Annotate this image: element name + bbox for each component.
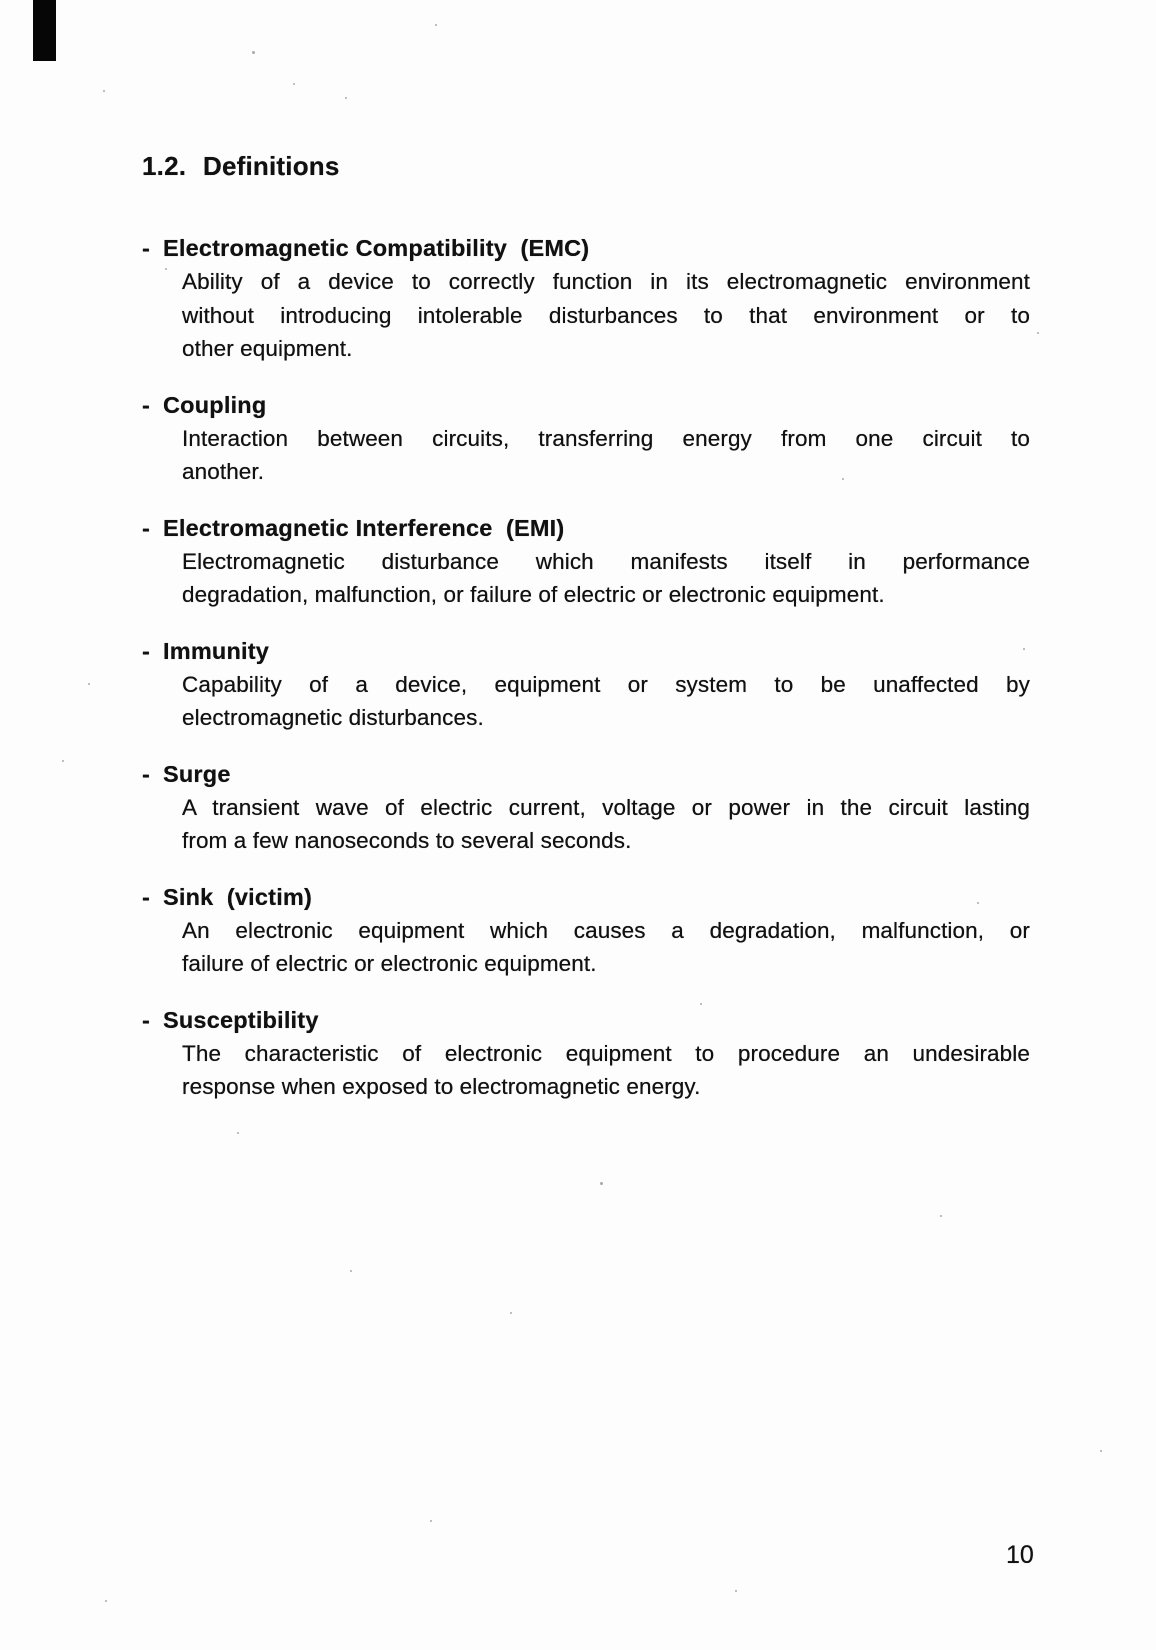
- scan-speckle: [510, 1312, 512, 1314]
- definition-body-line: An electronic equipment which causes a degradation, malfunction, or: [182, 917, 1030, 943]
- scan-speckle: [62, 760, 64, 762]
- scan-speckle: [237, 1132, 239, 1134]
- definition-term: Electromagnetic Interference (EMI): [163, 514, 565, 541]
- scan-speckle: [977, 902, 979, 904]
- scan-speckle: [165, 268, 167, 270]
- scan-speckle: [842, 478, 844, 480]
- definition-term: Electromagnetic Compatibility (EMC): [163, 235, 590, 261]
- scan-speckle: [600, 1182, 603, 1185]
- definition-term-row: [142, 231, 1030, 265]
- section-number: 1.2.: [142, 151, 187, 181]
- scan-speckle: [103, 90, 105, 92]
- definitions-list: [142, 231, 1030, 1104]
- definition-body-line: The characteristic of electronic equipment to procedure an undesirable: [182, 1040, 1030, 1066]
- definition-body: [182, 422, 1030, 489]
- definition-body: [182, 265, 1030, 366]
- definition-body-line: A transient wave of electric current, voltage or power in the circuit lasting: [182, 794, 1030, 820]
- bullet-dash: -: [142, 883, 150, 910]
- definition-term-row: [142, 511, 1030, 545]
- scan-speckle: [430, 1520, 432, 1522]
- definition-body: [182, 791, 1030, 858]
- definition-block: [142, 634, 1030, 735]
- scan-artifact-bar: [33, 0, 56, 61]
- definition-term: Coupling: [163, 391, 267, 418]
- definition-term: Sink (victim): [163, 883, 313, 910]
- scan-speckle: [345, 97, 347, 99]
- definition-term-row: [142, 634, 1030, 668]
- scan-speckle: [700, 1003, 702, 1005]
- scan-speckle: [435, 24, 437, 26]
- definition-body-line: Capability of a device, equipment or system to be unaffected by: [182, 671, 1030, 697]
- definition-body-line: another.: [182, 459, 265, 484]
- definition-term: Immunity: [163, 637, 270, 664]
- scan-speckle: [88, 683, 90, 685]
- scan-speckle: [1100, 1450, 1102, 1452]
- definition-block: [142, 231, 1030, 366]
- section-heading: [142, 149, 1030, 183]
- definition-body: [182, 668, 1030, 735]
- definition-body-line: degradation, malfunction, or failure of electric or electronic equipment.: [182, 582, 885, 607]
- page-number: 10: [1006, 1541, 1034, 1569]
- definition-block: [142, 1003, 1030, 1104]
- scan-speckle: [293, 83, 295, 85]
- definition-body-line: from a few nanoseconds to several seconds.: [182, 828, 632, 853]
- scan-speckle: [350, 1270, 352, 1272]
- bullet-dash: -: [142, 637, 150, 664]
- bullet-dash: -: [142, 235, 150, 261]
- scan-speckle: [735, 1590, 737, 1592]
- definition-body-line: Interaction between circuits, transferring energy from one circuit to: [182, 425, 1030, 451]
- definition-term-row: [142, 757, 1030, 791]
- definition-body: [182, 1037, 1030, 1104]
- definition-body: [182, 545, 1030, 612]
- definition-block: [142, 511, 1030, 612]
- definition-term: Susceptibility: [163, 1006, 319, 1033]
- scan-speckle: [1037, 332, 1039, 334]
- definition-body-line: failure of electric or electronic equipment.: [182, 951, 597, 976]
- definition-block: [142, 880, 1030, 981]
- definition-term: Surge: [163, 760, 231, 787]
- definition-block: [142, 757, 1030, 858]
- scan-speckle: [105, 1600, 107, 1602]
- definition-body: [182, 914, 1030, 981]
- definition-term-row: [142, 388, 1030, 422]
- definition-body-line: without introducing intolerable disturbances to that environment or to: [182, 302, 1030, 328]
- scan-speckle: [1023, 648, 1025, 650]
- definition-term-row: [142, 1003, 1030, 1037]
- definition-body-line: electromagnetic disturbances.: [182, 705, 484, 730]
- bullet-dash: -: [142, 1006, 150, 1033]
- scan-speckle: [940, 1215, 942, 1217]
- definition-body-line: response when exposed to electromagnetic energy.: [182, 1074, 701, 1099]
- definition-body-line: Electromagnetic disturbance which manifests itself in performance: [182, 548, 1030, 574]
- definition-term-row: [142, 880, 1030, 914]
- definition-body-line: Ability of a device to correctly function in its electromagnetic environment: [182, 269, 1030, 294]
- definition-block: [142, 388, 1030, 489]
- bullet-dash: -: [142, 514, 150, 541]
- bullet-dash: -: [142, 760, 150, 787]
- bullet-dash: -: [142, 391, 150, 418]
- section-title: Definitions: [203, 151, 340, 181]
- scan-speckle: [252, 51, 255, 54]
- definition-body-line: other equipment.: [182, 336, 353, 361]
